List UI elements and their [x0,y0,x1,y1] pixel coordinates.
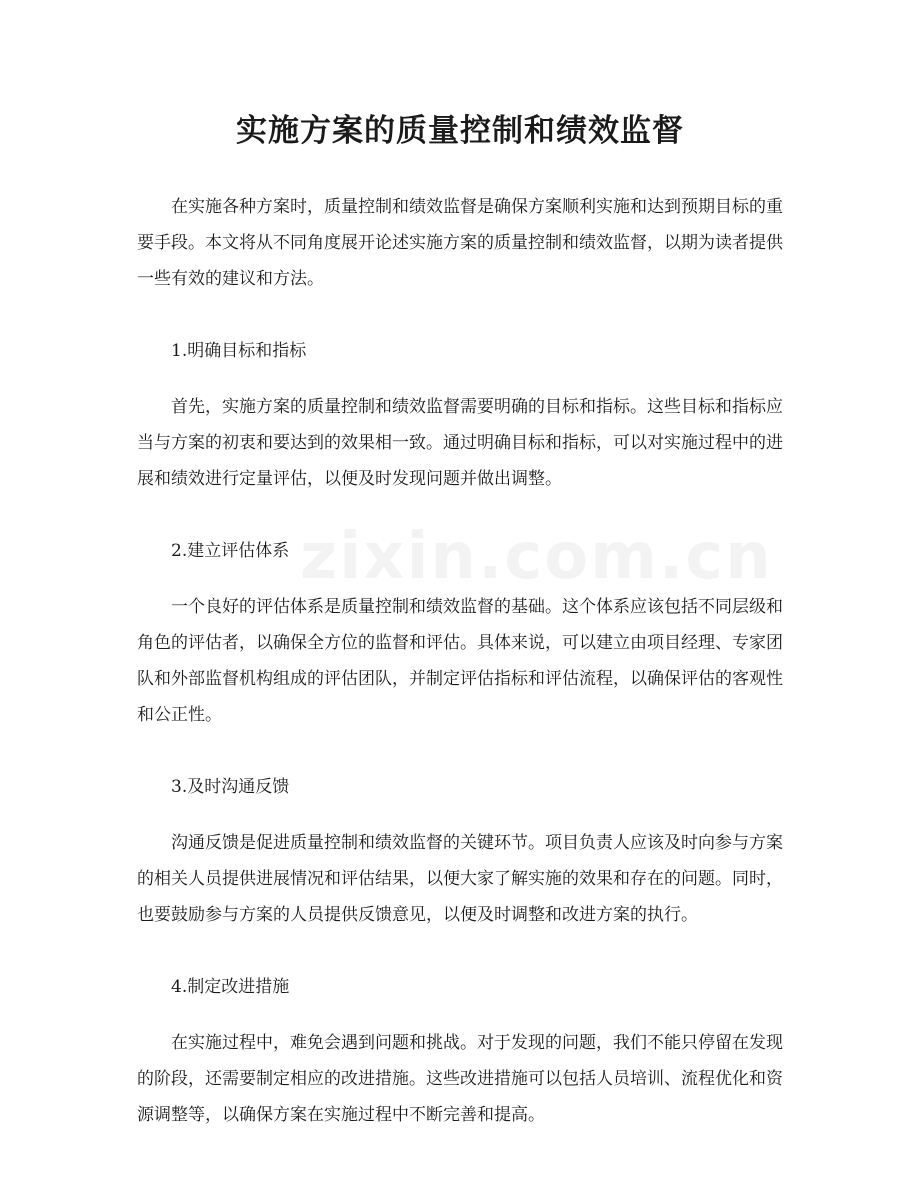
section-1 [137,333,783,497]
section-body: 一个良好的评估体系是质量控制和绩效监督的基础。这个体系应该包括不同层级和角色的评估者，以确保全方位的监督和评估。具体来说，可以建立由项目经理、专家团队和外部监督机构组成的评估团队，并制定评估指标和评估流程，以确保评估的客观性和公正性。 [137,597,783,725]
section-2 [137,533,783,733]
section-body: 首先，实施方案的质量控制和绩效监督需要明确的目标和指标。这些目标和指标应当与方案的初衷和要达到的效果相一致。通过明确目标和指标，可以对实施过程中的进展和绩效进行定量评估，以便及时发现问题并做出调整。 [137,397,783,489]
intro-paragraph: 在实施各种方案时，质量控制和绩效监督是确保方案顺利实施和达到预期目标的重要手段。本文将从不同角度展开论述实施方案的质量控制和绩效监督，以期为读者提供一些有效的建议和方法。 [137,197,783,289]
section-3 [137,769,783,933]
section-heading: 4.制定改进措施 [171,977,290,997]
section-body: 在实施过程中，难免会遇到问题和挑战。对于发现的问题，我们不能只停留在发现的阶段，还需要制定相应的改进措施。这些改进措施可以包括人员培训、流程优化和资源调整等，以确保方案在实施过程中不断完善和提高。 [137,1033,783,1125]
section-heading: 2.建立评估体系 [171,541,290,561]
section-body: 沟通反馈是促进质量控制和绩效监督的关键环节。项目负责人应该及时向参与方案的相关人员提供进展情况和评估结果，以便大家了解实施的效果和存在的问题。同时，也要鼓励参与方案的人员提供反馈意见，以便及时调整和改进方案的执行。 [137,833,783,925]
document-title: 实施方案的质量控制和绩效监督 [236,113,684,149]
section-4 [137,969,783,1133]
document-content [137,189,783,1133]
section-heading: 3.及时沟通反馈 [171,777,290,797]
section-heading: 1.明确目标和指标 [171,341,307,361]
